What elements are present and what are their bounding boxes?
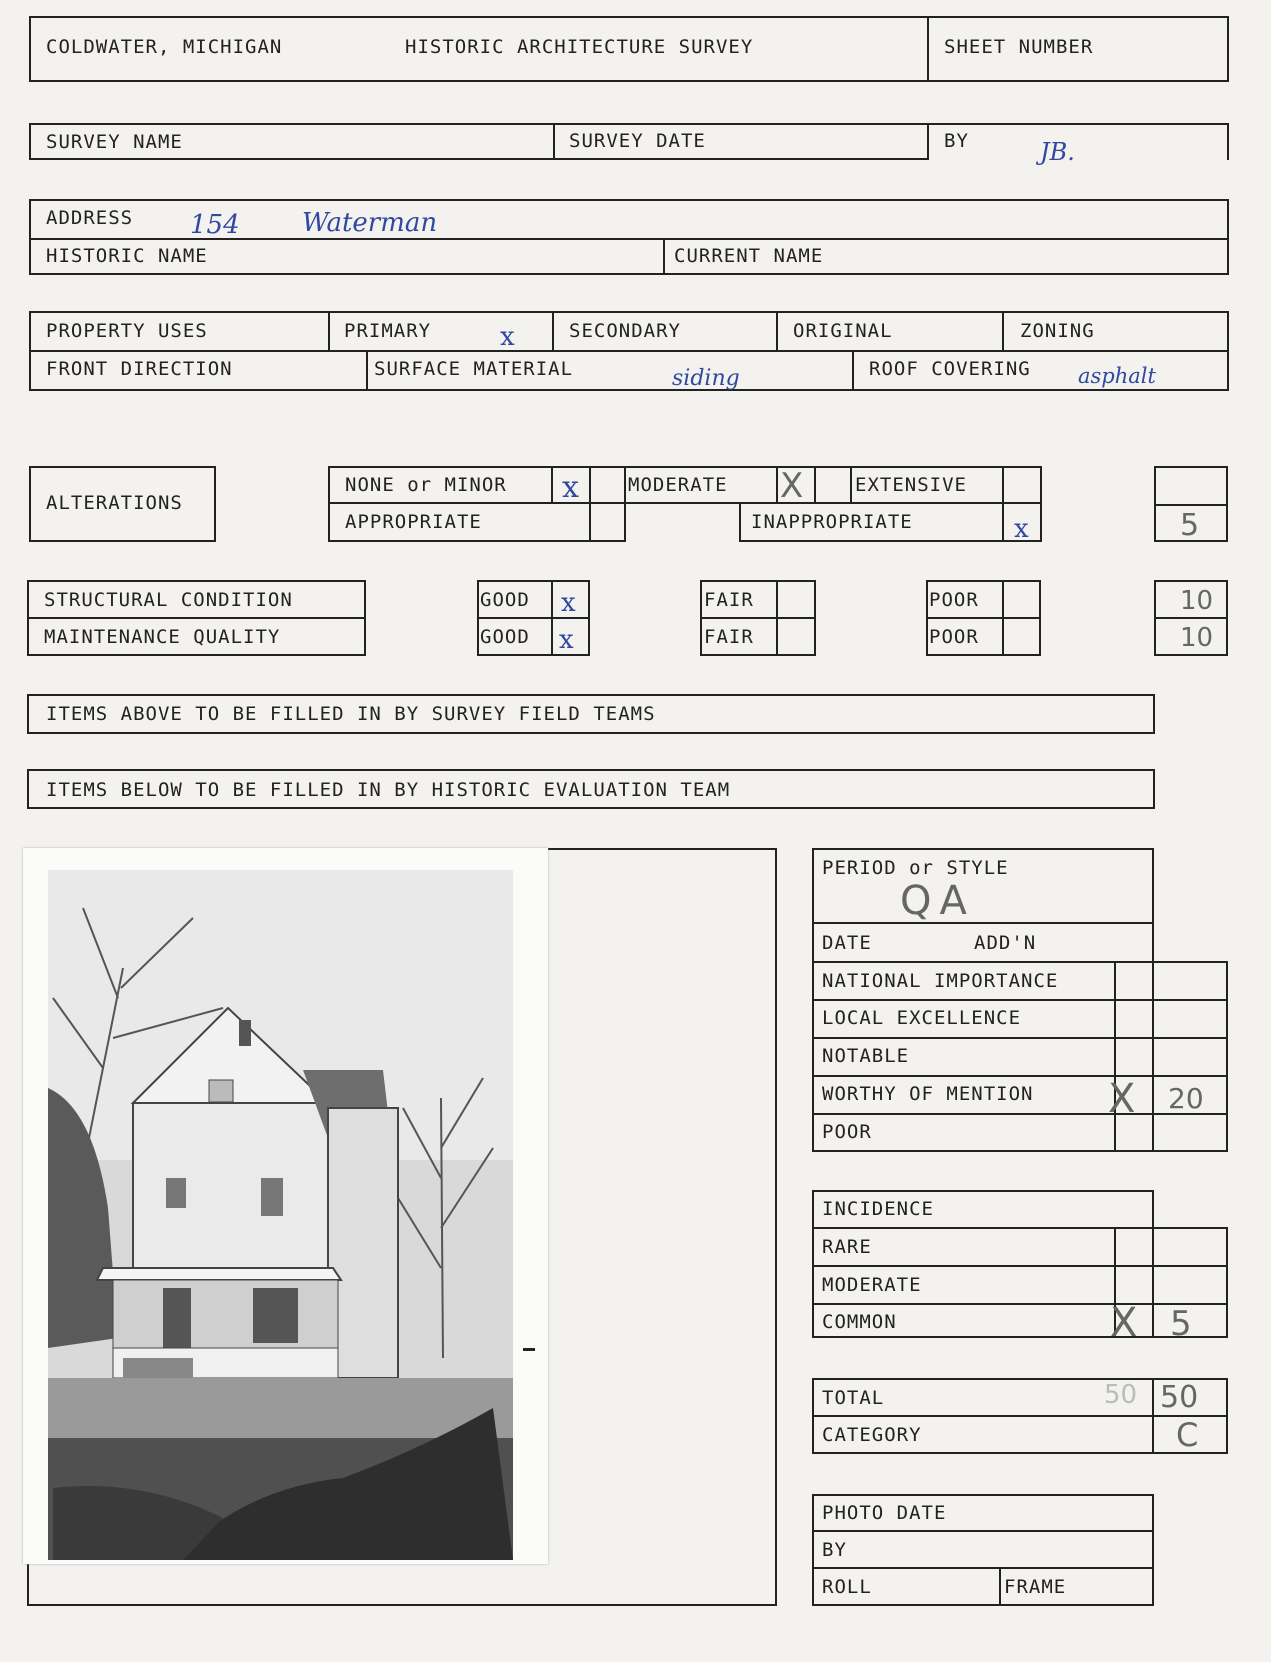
primary-mark: x bbox=[500, 322, 515, 352]
appropriate-label: APPROPRIATE bbox=[345, 511, 482, 533]
structural-good-mark: x bbox=[561, 588, 576, 618]
inappropriate-label: INAPPROPRIATE bbox=[751, 511, 913, 533]
photo-by-label: BY bbox=[822, 1539, 847, 1561]
secondary-label: SECONDARY bbox=[569, 320, 681, 342]
none-minor-label: NONE or MINOR bbox=[345, 474, 507, 496]
moderate-alteration-label: MODERATE bbox=[628, 474, 728, 496]
fair-label-maintenance: FAIR bbox=[704, 626, 754, 648]
common-label: COMMON bbox=[822, 1311, 897, 1333]
roof-covering-value: asphalt bbox=[1078, 364, 1156, 388]
house-photo-image bbox=[23, 848, 548, 1564]
address-street: Waterman bbox=[302, 208, 438, 238]
structural-score: 10 bbox=[1180, 586, 1214, 616]
common-mark: X bbox=[1110, 1300, 1138, 1346]
moderate-alteration-mark: X bbox=[780, 466, 804, 506]
addn-label: ADD'N bbox=[974, 932, 1037, 954]
address-number: 154 bbox=[190, 210, 240, 240]
original-label: ORIGINAL bbox=[793, 320, 893, 342]
house-photograph bbox=[23, 848, 548, 1564]
category-value: C bbox=[1176, 1416, 1199, 1454]
alterations-label: ALTERATIONS bbox=[46, 492, 183, 514]
common-score: 5 bbox=[1170, 1304, 1192, 1344]
worthy-of-mention-label: WORTHY OF MENTION bbox=[822, 1083, 1034, 1105]
total-faint-value: 50 bbox=[1104, 1380, 1138, 1410]
worthy-mark: X bbox=[1108, 1076, 1136, 1122]
category-label: CATEGORY bbox=[822, 1424, 922, 1446]
roll-label: ROLL bbox=[822, 1576, 872, 1598]
survey-name-label: SURVEY NAME bbox=[46, 131, 183, 153]
maintenance-score: 10 bbox=[1180, 623, 1214, 653]
rare-label: RARE bbox=[822, 1236, 872, 1258]
frame-label: FRAME bbox=[1004, 1576, 1067, 1598]
period-style-value: QA bbox=[900, 878, 975, 924]
good-label-maintenance: GOOD bbox=[480, 626, 530, 648]
surface-material-label: SURFACE MATERIAL bbox=[374, 358, 574, 380]
period-style-label: PERIOD or STYLE bbox=[822, 857, 1009, 879]
maintenance-good-mark: x bbox=[559, 625, 574, 655]
structural-condition-label: STRUCTURAL CONDITION bbox=[44, 589, 293, 611]
city-label: COLDWATER, MICHIGAN bbox=[46, 36, 283, 58]
total-value: 50 bbox=[1160, 1380, 1199, 1415]
alterations-score: 5 bbox=[1180, 508, 1200, 543]
field-teams-note: ITEMS ABOVE TO BE FILLED IN BY SURVEY FIELD TEAMS bbox=[46, 703, 656, 725]
total-label: TOTAL bbox=[822, 1387, 885, 1409]
roof-covering-label: ROOF COVERING bbox=[869, 358, 1031, 380]
date-label: DATE bbox=[822, 932, 872, 954]
incidence-moderate-label: MODERATE bbox=[822, 1274, 922, 1296]
address-label: ADDRESS bbox=[46, 207, 134, 229]
national-importance-label: NATIONAL IMPORTANCE bbox=[822, 970, 1059, 992]
local-excellence-label: LOCAL EXCELLENCE bbox=[822, 1007, 1022, 1029]
extensive-label: EXTENSIVE bbox=[855, 474, 967, 496]
evaluation-poor-label: POOR bbox=[822, 1121, 872, 1143]
worthy-score: 20 bbox=[1168, 1082, 1204, 1115]
poor-label-maintenance: POOR bbox=[929, 626, 979, 648]
property-uses-label: PROPERTY USES bbox=[46, 320, 208, 342]
evaluation-team-note: ITEMS BELOW TO BE FILLED IN BY HISTORIC EVALUATION TEAM bbox=[46, 779, 731, 801]
good-label-structural: GOOD bbox=[480, 589, 530, 611]
inappropriate-mark: x bbox=[1014, 514, 1029, 544]
historic-name-label: HISTORIC NAME bbox=[46, 245, 208, 267]
current-name-label: CURRENT NAME bbox=[674, 245, 824, 267]
poor-label-structural: POOR bbox=[929, 589, 979, 611]
primary-label: PRIMARY bbox=[344, 320, 432, 342]
notable-label: NOTABLE bbox=[822, 1045, 910, 1067]
fair-label-structural: FAIR bbox=[704, 589, 754, 611]
survey-title: HISTORIC ARCHITECTURE SURVEY bbox=[405, 36, 754, 58]
zoning-label: ZONING bbox=[1020, 320, 1095, 342]
by-label: BY bbox=[944, 130, 969, 152]
maintenance-quality-label: MAINTENANCE QUALITY bbox=[44, 626, 281, 648]
surface-material-value: siding bbox=[672, 366, 740, 391]
survey-date-label: SURVEY DATE bbox=[569, 130, 706, 152]
photo-date-label: PHOTO DATE bbox=[822, 1502, 947, 1524]
sheet-number-label: SHEET NUMBER bbox=[944, 36, 1094, 58]
none-minor-mark: x bbox=[562, 470, 579, 505]
incidence-label: INCIDENCE bbox=[822, 1198, 934, 1220]
by-initials: JB. bbox=[1040, 138, 1075, 166]
front-direction-label: FRONT DIRECTION bbox=[46, 358, 233, 380]
